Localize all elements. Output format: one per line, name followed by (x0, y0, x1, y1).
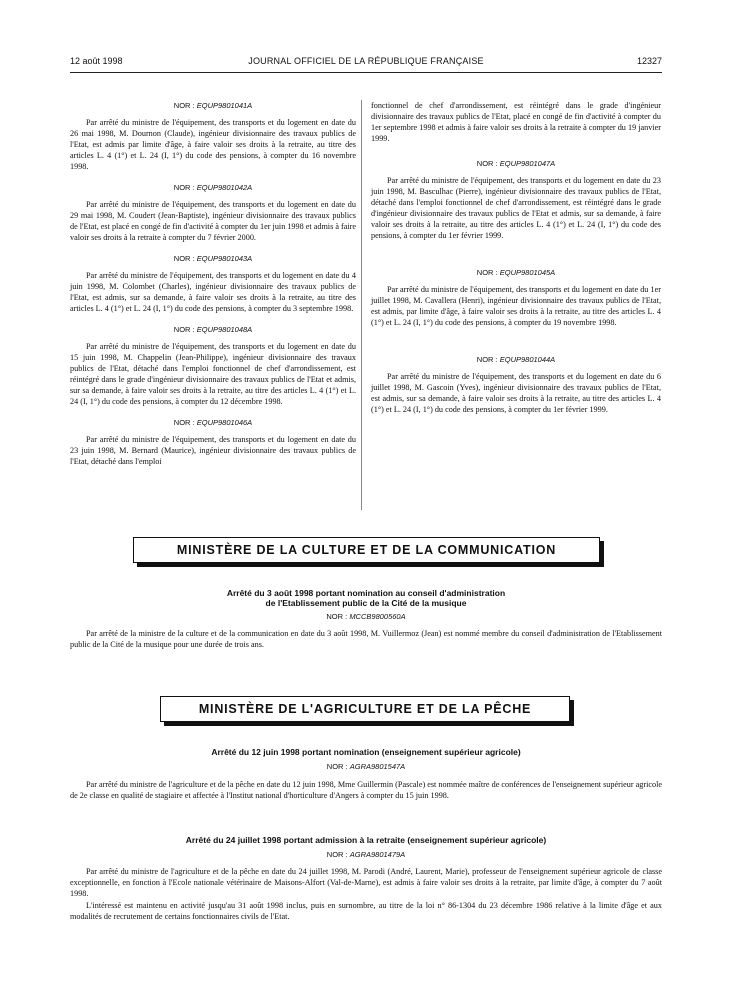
column-divider (361, 100, 362, 510)
nor-reference: NOR : EQUP9801047A (476, 159, 556, 168)
nor-reference: NOR : EQUP9801045A (476, 268, 556, 277)
arrete-title: Arrêté du 12 juin 1998 portant nomination (enseignement supérieur agricole) (211, 747, 521, 757)
arrete-paragraph: L'intéressé est maintenu en activité jusqu'au 31 août 1998 inclus, puis en surnombre, au titre de la loi n° 86-1304 du 23 décembre 1986 relative à la limite d'âge et aux modalités de recrutement de certains fonctionnaires civils de l'Etat. (70, 901, 662, 921)
nor-reference: NOR : EQUP9801041A (173, 101, 253, 110)
arrete-paragraph: Par arrêté du ministre de l'équipement, des transports et du logement en date du 6 juillet 1998, M. Gascoin (Yves), ingénieur divisionnaire des travaux publics de l'Etat, est admis, sur sa demande, à faire valoir ses droits à la retraite, au titre des articles L. 4 (1°) et L. 24 (I, 1°) du code des pensions, à compter du 1er février 1999. (371, 372, 661, 414)
arrete-paragraph: Par arrêté du ministre de l'équipement, des transports et du logement en date du 23 juin 1998, M. Basculhac (Pierre), ingénieur divisionnaire des travaux publics de l'Etat, détaché dans l'emploi fonctionnel de chef d'arrondissement, est réintégré dans le grade d'ingénieur divisionnaire des travaux publics de l'Etat et admis, sur sa demande, à faire valoir ses droits à la retraite, au titre des articles L. 4 (1°) et L. 24 (I, 1°) du code des pensions, à compter du 1er février 1999. (371, 176, 661, 240)
arrete-paragraph: Par arrêté du ministre de l'équipement, des transports et du logement en date du 1er juillet 1998, M. Cavallera (Henri), ingénieur divisionnaire des travaux publics de l'Etat, est admis, par limite d'âge, à faire valoir ses droits à la retraite, au titre des articles L. 4 (1°) et L. 24 (I, 1°) du code des pensions, à compter du 19 novembre 1998. (371, 285, 661, 327)
arrete-paragraph: Par arrêté du ministre de l'équipement, des transports et du logement en date du 15 juin 1998, M. Chappelin (Jean-Philippe), ingénieur divisionnaire des travaux publics de l'Etat, détaché dans l'emploi fonctionnel de chef d'arrondissement, est réintégré dans le grade d'ingénieur divisionnaire des travaux publics de l'Etat et admis, sur sa demande, à faire valoir ses droits à la retraite, au titre des articles L. 4 (1°) et L. 24 (I, 1°) du code des pensions, à compter du 12 décembre 1998. (70, 342, 356, 406)
nor-reference: NOR : EQUP9801048A (173, 325, 253, 334)
arrete-paragraph: Par arrêté de la ministre de la culture et de la communication en date du 3 août 1998, M. Vuillermoz (Jean) est nommé membre du conseil d'administration de l'Etablissement public de la Cité de la musique pour une durée de trois ans. (70, 629, 662, 649)
arrete-paragraph: Par arrêté du ministre de l'équipement, des transports et du logement en date du 29 mai 1998, M. Coudert (Jean-Baptiste), ingénieur divisionnaire des travaux publics de l'Etat, est placé en congé de fin d'activité à compter du 1er juin 1998 et admis à faire valoir ses droits à la retraite à compter du 7 février 2000. (70, 200, 356, 242)
arrete-title: Arrêté du 3 août 1998 portant nomination au conseil d'administration de l'Etablissement public de la Cité de la musique (226, 588, 506, 608)
continuation-paragraph: fonctionnel de chef d'arrondissement, est réintégré dans le grade d'ingénieur divisionnaire des travaux publics de l'Etat, placé en congé de fin d'activité à compter du 1er septembre 1998 et admis à faire valoir ses droits à la retraite à compter du 19 janvier 1999. (371, 101, 661, 143)
journal-title: JOURNAL OFFICIEL DE LA RÉPUBLIQUE FRANÇAISE (248, 56, 484, 66)
ministry-heading-agriculture: MINISTÈRE DE L'AGRICULTURE ET DE LA PÊCHE (160, 696, 570, 722)
header-date: 12 août 1998 (70, 56, 123, 66)
arrete-paragraph: Par arrêté du ministre de l'agriculture et de la pêche en date du 12 juin 1998, Mme Guillermin (Pascale) est nommée maître de conférences de l'enseignement supérieur agricole de 2e classe en qualité de stagiaire et affectée à l'Institut national d'horticulture d'Angers à compter du 15 juin 1998. (70, 780, 662, 800)
right-column (371, 100, 661, 425)
ministry-heading-culture: MINISTÈRE DE LA CULTURE ET DE LA COMMUNICATION (133, 537, 600, 563)
arrete-paragraph: Par arrêté du ministre de l'équipement, des transports et du logement en date du 23 juin 1998, M. Bernard (Maurice), ingénieur divisionnaire des travaux publics de l'Etat, détaché dans l'emploi (70, 435, 356, 466)
nor-reference: NOR : EQUP9801042A (173, 183, 253, 192)
arrete-title: Arrêté du 24 juillet 1998 portant admission à la retraite (enseignement supérieur agricole) (185, 835, 547, 845)
left-column (70, 100, 356, 477)
page-number: 12327 (636, 56, 662, 66)
nor-reference: NOR : EQUP9801043A (173, 254, 253, 263)
nor-reference: NOR : MCCB9800560A (326, 612, 406, 621)
arrete-paragraph: Par arrêté du ministre de l'agriculture et de la pêche en date du 24 juillet 1998, M. Parodi (André, Laurent, Marie), professeur de l'enseignement supérieur agricole de classe exceptionnelle, en fonction à l'Ecole nationale vétérinaire de Maisons-Alfort (Val-de-Marne), est admis à faire valoir ses droits à la retraite, par limite d'âge, à compter du 7 août 1998. (70, 867, 662, 898)
nor-reference: NOR : EQUP9801046A (173, 418, 253, 427)
nor-reference: NOR : EQUP9801044A (476, 355, 556, 364)
nor-reference: NOR : AGRA9801479A (326, 850, 406, 859)
nor-reference: NOR : AGRA9801547A (326, 762, 406, 771)
arrete-paragraph: Par arrêté du ministre de l'équipement, des transports et du logement en date du 26 mai 1998, M. Dournon (Claude), ingénieur divisionnaire des travaux publics de l'Etat, est admis par limite d'âge, à faire valoir ses droits à la retraite, au titre des articles L. 4 (1°) et L. 24 (I, 1°) du code des pensions, à compter du 16 novembre 1998. (70, 118, 356, 171)
arrete-paragraph: Par arrêté du ministre de l'équipement, des transports et du logement en date du 4 juin 1998, M. Colombet (Charles), ingénieur divisionnaire des travaux publics de l'Etat, est admis, sur sa demande, à faire valoir ses droits à la retraite, au titre des articles L. 4 (1°) et L. 24 (I, 1°) du code des pensions, à compter du 3 septembre 1998. (70, 271, 356, 313)
page-header (70, 52, 662, 73)
